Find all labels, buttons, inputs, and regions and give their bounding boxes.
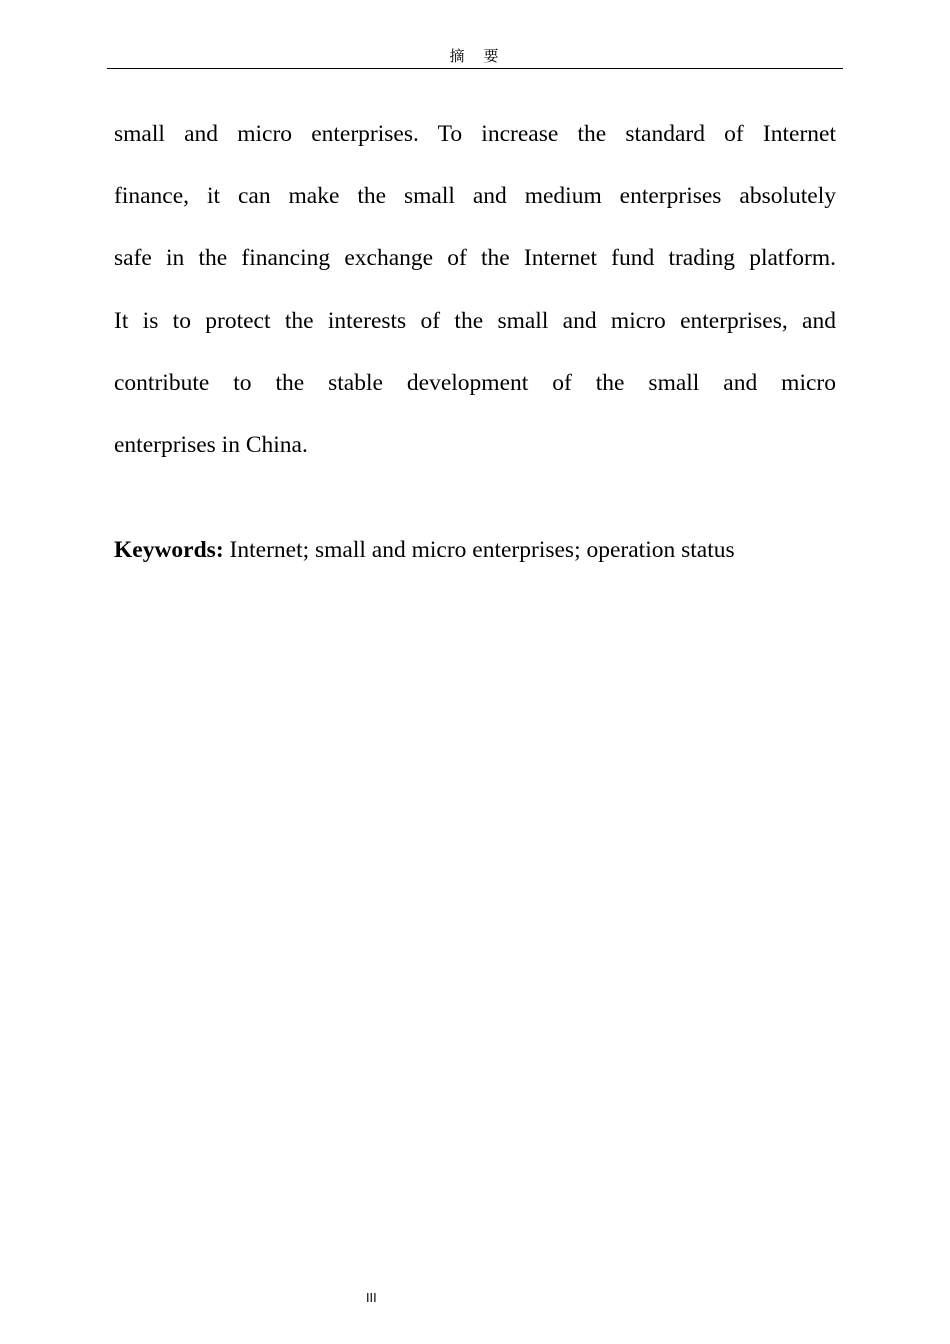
keywords-line [114,532,735,568]
abstract-line: enterprises in China. [114,431,308,458]
abstract-paragraph [114,103,836,476]
abstract-line: safe in the financing exchange of the Internet fund trading platform. [114,245,836,272]
keywords-label: Keywords: [114,537,224,563]
abstract-line: It is to protect the interests of the small and micro enterprises, and [114,307,836,334]
page-header [107,46,843,69]
header-title: 摘 要 [449,47,501,65]
abstract-line: contribute to the stable development of the small and micro [114,369,836,396]
page-number: III [366,1291,377,1305]
abstract-line: finance, it can make the small and medium enterprises absolutely [114,183,836,210]
abstract-line: small and micro enterprises. To increase the standard of Internet [114,121,836,147]
keywords-text: Internet; small and micro enterprises; operation status [223,537,735,563]
